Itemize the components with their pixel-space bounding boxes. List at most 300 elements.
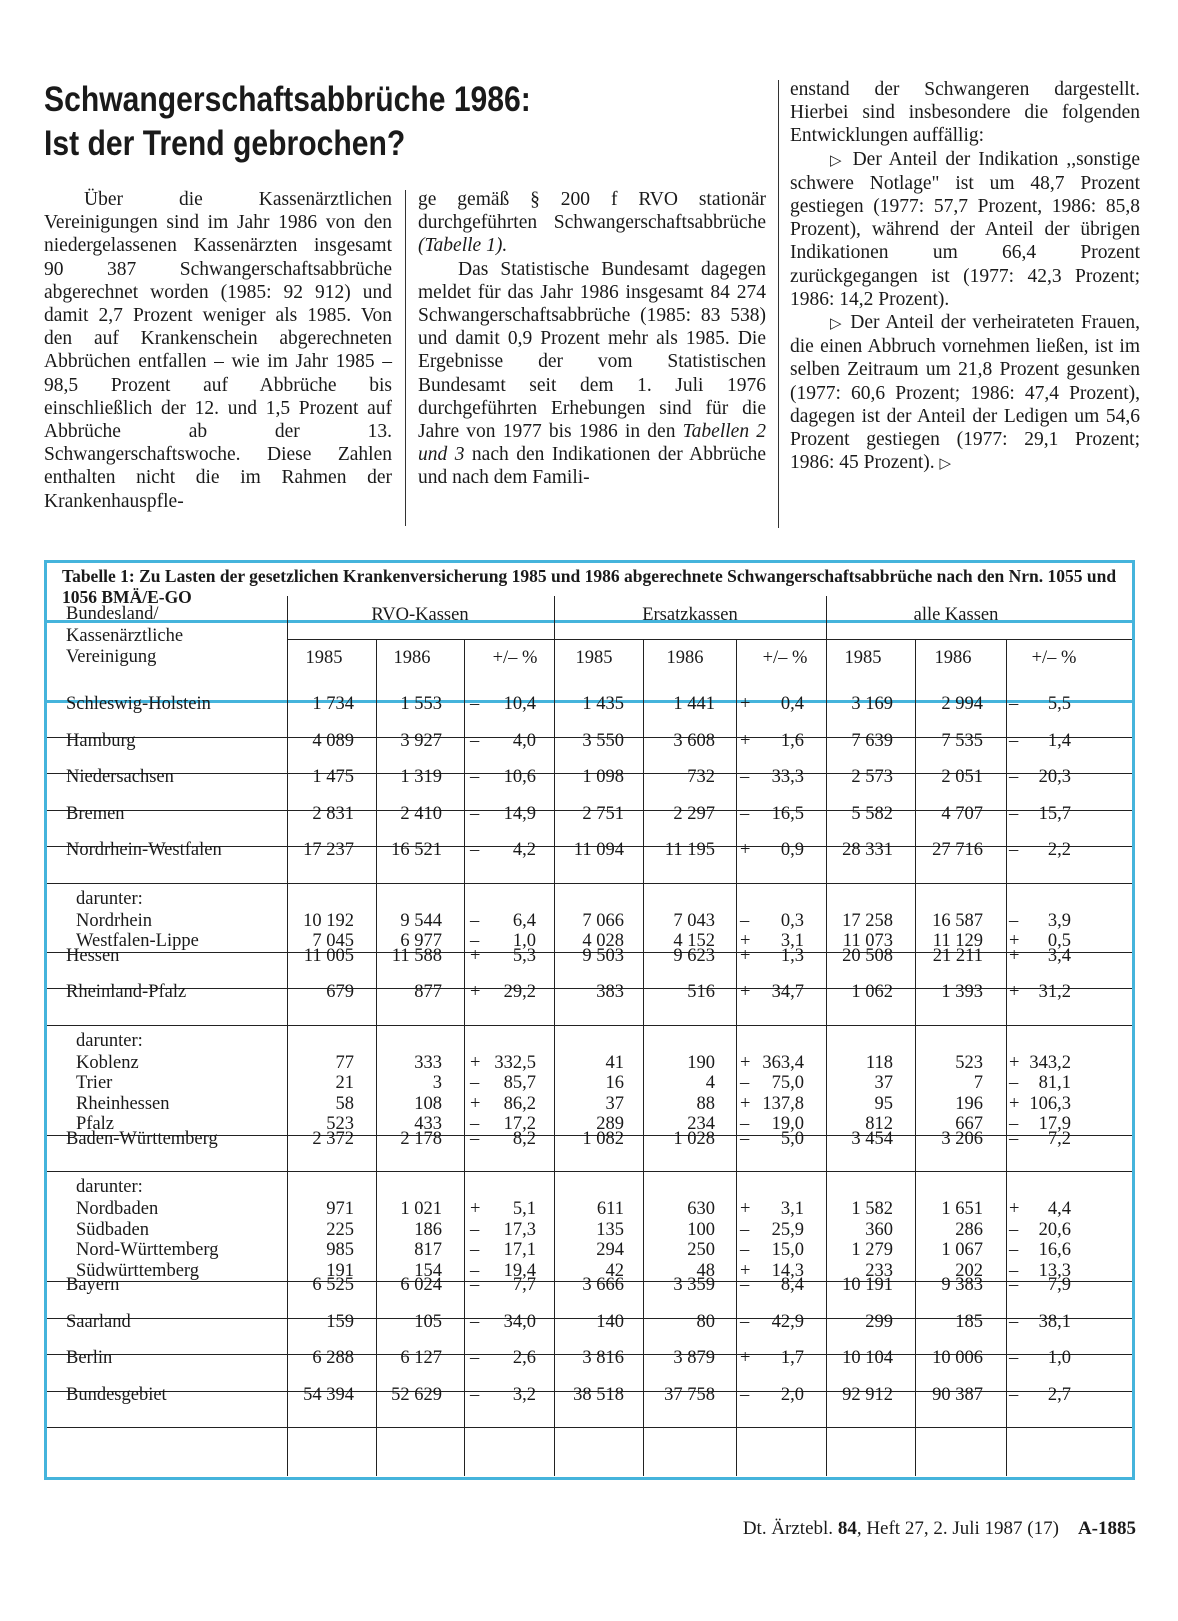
- value-1986: 250: [687, 1240, 715, 1260]
- value-1986: 1 441: [673, 694, 715, 714]
- value-1986: 877: [414, 982, 442, 1002]
- change-value: 16,6: [1038, 1240, 1071, 1260]
- value-1986: 3 608: [673, 730, 715, 751]
- region-name: Niedersachsen: [66, 767, 174, 787]
- region-name: Nordrhein-Westfalen: [66, 840, 222, 860]
- title-line-1: Schwangerschaftsabbrüche 1986:: [44, 80, 531, 119]
- paragraph: [790, 148, 1140, 311]
- header-change-pct: +/– %: [1031, 648, 1077, 668]
- value-1985: 233: [865, 1260, 893, 1281]
- sub-region-name: Südwürttemberg: [76, 1260, 199, 1281]
- value-1985: 92 912: [842, 1384, 893, 1405]
- change-value: 17,1: [503, 1240, 536, 1260]
- change-sign: –: [740, 1219, 750, 1240]
- row-divider: [47, 883, 1132, 884]
- header-year-1986: 1986: [666, 648, 704, 668]
- value-1985: 1 098: [582, 767, 624, 787]
- value-1985: 1 082: [582, 1128, 624, 1149]
- value-1985: 28 331: [842, 840, 893, 860]
- change-sign: +: [740, 945, 751, 966]
- value-1985: 5 582: [851, 803, 893, 824]
- value-1985: 360: [865, 1219, 893, 1240]
- value-1985: 1 734: [312, 694, 354, 714]
- value-1986: 21 211: [932, 945, 983, 966]
- change-sign: –: [740, 910, 750, 931]
- text-run: Der Anteil der verheirateten Frauen, die einen Abbruch vornehmen ließen, ist im selben Zeitraum um 21,8 Prozent gesunken (1977: 60,6 Prozent; 1986: 47,4 Prozent), dagegen ist der Anteil der Ledigen um 54,6 Prozent gestiegen (1977: 29,1 Prozent; 1986: 45 Prozent).: [790, 312, 1140, 474]
- value-1986: 11 588: [391, 945, 442, 966]
- subgroup-label: darunter:: [76, 1030, 143, 1051]
- value-1986: 2 410: [400, 803, 442, 824]
- value-1986: 516: [687, 982, 715, 1002]
- value-1986: 1 319: [400, 767, 442, 787]
- row-divider: [47, 1025, 1132, 1026]
- value-1986: 9 544: [400, 910, 442, 931]
- value-1985: 1 435: [582, 694, 624, 714]
- change-sign: +: [470, 1052, 481, 1073]
- change-value: 2,0: [780, 1384, 804, 1405]
- change-value: 7,7: [512, 1275, 536, 1295]
- change-value: 1,0: [512, 931, 536, 951]
- change-sign: –: [1009, 1073, 1019, 1093]
- change-value: 363,4: [762, 1052, 804, 1073]
- region-name: Berlin: [66, 1348, 113, 1368]
- change-sign: –: [1009, 767, 1019, 787]
- row-divider: [47, 1171, 1132, 1172]
- change-sign: –: [740, 803, 750, 824]
- change-value: 19,4: [503, 1260, 536, 1281]
- value-1985: 985: [326, 1240, 354, 1260]
- column-line: [464, 640, 465, 1476]
- value-1986: 108: [414, 1093, 442, 1114]
- value-1986: 154: [414, 1260, 442, 1281]
- paragraph: [790, 311, 1140, 475]
- change-sign: +: [740, 1260, 751, 1281]
- value-1985: 10 104: [842, 1348, 893, 1368]
- change-value: 1,6: [780, 730, 804, 751]
- value-1985: 812: [865, 1114, 893, 1134]
- value-1986: 6 977: [400, 931, 442, 951]
- change-sign: –: [740, 767, 750, 787]
- change-value: 14,3: [771, 1260, 804, 1281]
- change-value: 5,1: [512, 1199, 536, 1219]
- header-change-pct: +/– %: [492, 648, 538, 668]
- value-1985: 77: [335, 1052, 354, 1073]
- change-sign: –: [1009, 694, 1019, 714]
- change-sign: –: [740, 1275, 750, 1295]
- value-1986: 1 651: [941, 1199, 983, 1219]
- change-sign: –: [470, 1073, 480, 1093]
- change-sign: +: [470, 1199, 481, 1219]
- value-1985: 37: [605, 1093, 624, 1114]
- change-sign: –: [1009, 1311, 1019, 1332]
- title-line-2: Ist der Trend gebrochen?: [44, 124, 406, 163]
- header-year-1985: 1985: [844, 648, 882, 668]
- value-1986: 732: [687, 767, 715, 787]
- value-1985: 4 089: [312, 730, 354, 751]
- change-sign: +: [1009, 931, 1020, 951]
- change-value: 3,9: [1047, 910, 1071, 931]
- change-value: 2,7: [1047, 1384, 1071, 1405]
- change-sign: +: [740, 840, 751, 860]
- region-name: Bremen: [66, 803, 125, 824]
- value-1985: 42: [605, 1260, 624, 1281]
- value-1985: 159: [326, 1311, 354, 1332]
- sub-region-name: Rheinhessen: [76, 1093, 170, 1114]
- group-divider: [554, 596, 555, 1476]
- value-1985: 383: [596, 982, 624, 1002]
- change-sign: –: [470, 694, 480, 714]
- page-footer: [632, 1518, 1136, 1540]
- change-sign: –: [740, 1128, 750, 1149]
- value-1986: 48: [696, 1260, 715, 1281]
- change-sign: –: [470, 803, 480, 824]
- subgroup-label: darunter:: [76, 1177, 143, 1197]
- value-1985: 191: [326, 1260, 354, 1281]
- change-value: 17,2: [503, 1114, 536, 1134]
- value-1986: 7 535: [941, 730, 983, 751]
- change-value: 7,9: [1047, 1275, 1071, 1295]
- value-1986: 105: [414, 1311, 442, 1332]
- value-1985: 10 191: [842, 1275, 893, 1295]
- change-sign: –: [470, 1275, 480, 1295]
- region-name: Bundesgebiet: [66, 1384, 167, 1405]
- change-sign: –: [1009, 1348, 1019, 1368]
- value-1986: 2 994: [941, 694, 983, 714]
- value-1986: 196: [955, 1093, 983, 1114]
- change-value: 2,6: [512, 1348, 536, 1368]
- column-line: [1006, 640, 1007, 1476]
- value-1985: 17 237: [303, 840, 354, 860]
- change-sign: –: [1009, 1275, 1019, 1295]
- change-sign: –: [470, 910, 480, 931]
- change-sign: –: [740, 1114, 750, 1134]
- value-1985: 2 751: [582, 803, 624, 824]
- value-1986: 16 521: [391, 840, 442, 860]
- value-1986: 202: [955, 1260, 983, 1281]
- change-sign: +: [740, 982, 751, 1002]
- value-1986: 3 879: [673, 1348, 715, 1368]
- change-value: 42,9: [771, 1311, 804, 1332]
- sub-region-name: Koblenz: [76, 1052, 139, 1073]
- change-value: 1,4: [1047, 730, 1071, 751]
- header-region-label: Bundesland/: [66, 604, 159, 624]
- change-value: 19,0: [771, 1114, 804, 1134]
- column-divider: [778, 80, 779, 528]
- sub-region-name: Nordrhein: [76, 910, 153, 931]
- group-divider: [287, 596, 288, 1476]
- change-sign: +: [740, 694, 751, 714]
- change-value: 33,3: [771, 767, 804, 787]
- change-sign: –: [1009, 840, 1019, 860]
- value-1986: 1 028: [673, 1128, 715, 1149]
- value-1985: 3 816: [582, 1348, 624, 1368]
- value-1986: 1 553: [400, 694, 442, 714]
- value-1986: 234: [687, 1114, 715, 1134]
- header-group-2: Ersatzkassen: [642, 605, 738, 625]
- text-run: Das Statistische Bundesamt dagegen meldet für das Jahr 1986 insgesamt 84 274 Schwangerschaftsabbrüche (1985: 83 538) und damit 0,9 Prozent mehr als 1985. Die Ergebnisse der vom Statistischen Bundesamt seit dem 1. Juli 1976 durchgeführten Erhebungen sind für die Jahre von 1977 bis 1986 in den: [418, 258, 766, 443]
- value-1985: 2 573: [851, 767, 893, 787]
- header-year-1985: 1985: [305, 648, 343, 668]
- change-value: 10,6: [503, 767, 536, 787]
- sub-region-name: Trier: [76, 1073, 113, 1093]
- sub-region-name: Nordbaden: [76, 1199, 159, 1219]
- header-group-3: alle Kassen: [913, 605, 999, 625]
- paragraph: Über die Kassenärztlichen Vereinigungen sind im Jahr 1986 von den niedergelassenen Kassenärzten insgesamt 90 387 Schwangerschaftsabbrüche abgerechnet worden (1985: 92 912) und damit 2,7 Prozent weniger als 1985. Von den auf Krankenschein abgerechneten Abbrüchen entfallen – wie im Jahr 1985 – 98,5 Prozent auf Abbrüche bis einschließlich der 12. und 1,5 Prozent auf Abbrüche ab der 13. Schwangerschaftswoche. Diese Zahlen enthalten nicht die im Rahmen der Krankenhauspfle-: [44, 189, 392, 512]
- change-sign: +: [1009, 1199, 1020, 1219]
- value-1986: 433: [414, 1114, 442, 1134]
- sub-region-name: Westfalen-Lippe: [76, 931, 199, 951]
- change-value: 15,7: [1038, 803, 1071, 824]
- value-1985: 17 258: [842, 910, 893, 931]
- value-1985: 1 062: [851, 982, 893, 1002]
- value-1985: 140: [596, 1311, 624, 1332]
- change-value: 8,4: [780, 1275, 804, 1295]
- value-1986: 2 297: [673, 803, 715, 824]
- change-value: 5,0: [780, 1128, 804, 1149]
- change-sign: –: [1009, 1384, 1019, 1405]
- value-1985: 1 279: [851, 1240, 893, 1260]
- change-value: 3,1: [780, 1199, 804, 1219]
- change-sign: –: [1009, 1240, 1019, 1260]
- change-value: 332,5: [494, 1052, 536, 1073]
- change-sign: –: [740, 1311, 750, 1332]
- column-line: [736, 640, 737, 1476]
- change-sign: –: [470, 1260, 480, 1281]
- change-sign: –: [470, 931, 480, 951]
- change-sign: –: [470, 1128, 480, 1149]
- value-1986: 1 067: [941, 1240, 983, 1260]
- value-1985: 37: [874, 1073, 893, 1093]
- journal-name: Dt. Ärztebl.: [742, 1518, 838, 1539]
- value-1985: 95: [874, 1093, 893, 1114]
- header-group-1: RVO-Kassen: [371, 605, 469, 625]
- change-value: 85,7: [503, 1073, 536, 1093]
- change-sign: –: [470, 730, 480, 751]
- change-value: 81,1: [1038, 1073, 1071, 1093]
- table-reference: Tabellen 2 und 3: [418, 421, 766, 466]
- change-sign: –: [470, 840, 480, 860]
- change-sign: +: [740, 1199, 751, 1219]
- paragraph: [418, 188, 766, 258]
- change-value: 7,2: [1047, 1128, 1071, 1149]
- change-sign: –: [470, 1219, 480, 1240]
- value-1986: 6 127: [400, 1348, 442, 1368]
- value-1985: 54 394: [303, 1384, 354, 1405]
- change-value: 3,1: [780, 931, 804, 951]
- change-value: 137,8: [762, 1093, 804, 1114]
- value-1985: 523: [326, 1114, 354, 1134]
- value-1986: 286: [955, 1219, 983, 1240]
- change-value: 106,3: [1029, 1093, 1071, 1114]
- value-1986: 3: [432, 1073, 442, 1093]
- value-1986: 186: [414, 1219, 442, 1240]
- change-sign: –: [470, 767, 480, 787]
- value-1985: 289: [596, 1114, 624, 1134]
- article-column-3: [790, 78, 1140, 475]
- group-divider: [826, 596, 827, 1476]
- value-1985: 3 666: [582, 1275, 624, 1295]
- change-value: 1,7: [780, 1348, 804, 1368]
- value-1985: 38 518: [573, 1384, 624, 1405]
- value-1986: 4 152: [673, 931, 715, 951]
- continued-triangle-icon: ▷: [939, 454, 952, 473]
- value-1986: 1 021: [400, 1199, 442, 1219]
- paragraph: [418, 258, 766, 490]
- change-sign: +: [1009, 945, 1020, 966]
- change-value: 1,0: [1047, 1348, 1071, 1368]
- sub-region-name: Südbaden: [76, 1219, 149, 1240]
- change-sign: –: [470, 1348, 480, 1368]
- value-1985: 16: [605, 1073, 624, 1093]
- change-value: 16,5: [771, 803, 804, 824]
- change-value: 1,3: [780, 945, 804, 966]
- header-region-label: Vereinigung: [66, 647, 157, 667]
- value-1986: 2 051: [941, 767, 983, 787]
- change-sign: +: [740, 1052, 751, 1073]
- change-sign: –: [470, 1240, 480, 1260]
- region-name: Saarland: [66, 1311, 131, 1332]
- value-1985: 7 066: [582, 910, 624, 931]
- value-1986: 52 629: [391, 1384, 442, 1405]
- change-sign: –: [470, 1114, 480, 1134]
- value-1985: 3 169: [851, 694, 893, 714]
- region-name: Schleswig-Holstein: [66, 694, 211, 714]
- region-name: Hessen: [66, 945, 120, 966]
- value-1986: 3 927: [400, 730, 442, 751]
- change-value: 3,4: [1047, 945, 1071, 966]
- change-sign: –: [470, 1384, 480, 1405]
- value-1986: 27 716: [932, 840, 983, 860]
- change-sign: +: [470, 945, 481, 966]
- value-1985: 7 045: [312, 931, 354, 951]
- value-1986: 9 383: [941, 1275, 983, 1295]
- change-sign: +: [1009, 982, 1020, 1002]
- article-column-2: [418, 188, 766, 490]
- value-1985: 58: [335, 1093, 354, 1114]
- value-1986: 333: [414, 1052, 442, 1073]
- value-1986: 4: [705, 1073, 715, 1093]
- change-value: 8,2: [512, 1128, 536, 1149]
- text-run: Der Anteil der Indikation ,,sonstige schwere Notlage" ist um 48,7 Prozent gestiegen (1977: 57,7 Prozent, 1986: 85,8 Prozent), während der Anteil der übrigen Indikationen um 66,4 Prozent zurückgegangen ist (1977: 42,3 Prozent; 1986: 14,2 Prozent).: [790, 148, 1140, 310]
- change-value: 3,2: [512, 1384, 536, 1405]
- value-1986: 90 387: [932, 1384, 983, 1405]
- value-1985: 20 508: [842, 945, 893, 966]
- change-sign: +: [740, 931, 751, 951]
- change-sign: +: [740, 1348, 751, 1368]
- region-name: Rheinland-Pfalz: [66, 982, 187, 1002]
- value-1985: 9 503: [582, 945, 624, 966]
- change-sign: –: [1009, 910, 1019, 931]
- change-value: 14,9: [503, 803, 536, 824]
- change-value: 4,0: [512, 730, 536, 751]
- change-sign: +: [740, 1093, 751, 1114]
- page-number: A-1885: [1077, 1518, 1136, 1539]
- value-1986: 185: [955, 1311, 983, 1332]
- value-1985: 11 005: [303, 945, 354, 966]
- value-1986: 16 587: [932, 910, 983, 931]
- change-value: 17,3: [503, 1219, 536, 1240]
- change-value: 5,5: [1047, 694, 1071, 714]
- value-1985: 679: [326, 982, 354, 1002]
- value-1985: 294: [596, 1240, 624, 1260]
- region-name: Hamburg: [66, 730, 136, 751]
- table-reference: (Tabelle 1).: [418, 235, 508, 257]
- value-1985: 225: [326, 1219, 354, 1240]
- journal-volume: 84: [837, 1518, 857, 1539]
- change-value: 343,2: [1029, 1052, 1071, 1073]
- change-value: 13,3: [1038, 1260, 1071, 1281]
- change-value: 4,4: [1047, 1199, 1071, 1219]
- change-sign: –: [740, 1073, 750, 1093]
- value-1986: 9 623: [673, 945, 715, 966]
- value-1985: 299: [865, 1311, 893, 1332]
- change-sign: –: [740, 1384, 750, 1405]
- header-change-pct: +/– %: [762, 648, 808, 668]
- value-1985: 6 525: [312, 1275, 354, 1295]
- sub-region-name: Nord-Württemberg: [76, 1240, 219, 1260]
- value-1985: 2 372: [312, 1128, 354, 1149]
- subgroup-label: darunter:: [76, 888, 143, 909]
- article-column-1: [44, 188, 392, 513]
- triangle-bullet-icon: ▷: [830, 314, 844, 333]
- value-1985: 11 073: [842, 931, 893, 951]
- change-value: 5,3: [512, 945, 536, 966]
- value-1986: 7: [973, 1073, 983, 1093]
- change-value: 34,7: [771, 982, 804, 1002]
- change-value: 25,9: [771, 1219, 804, 1240]
- change-value: 86,2: [503, 1093, 536, 1114]
- text-run: ge gemäß § 200 f RVO stationär durchgeführten Schwangerschaftsabbrüche: [418, 189, 766, 234]
- value-1985: 3 454: [851, 1128, 893, 1149]
- change-value: 4,2: [512, 840, 536, 860]
- change-value: 0,5: [1047, 931, 1071, 951]
- value-1986: 2 178: [400, 1128, 442, 1149]
- value-1985: 3 550: [582, 730, 624, 751]
- value-1986: 11 129: [932, 931, 983, 951]
- value-1986: 190: [687, 1052, 715, 1073]
- value-1986: 667: [955, 1114, 983, 1134]
- change-value: 20,6: [1038, 1219, 1071, 1240]
- value-1986: 80: [696, 1311, 715, 1332]
- change-value: 0,9: [780, 840, 804, 860]
- triangle-bullet-icon: ▷: [830, 150, 845, 169]
- text-run: nach den Indikationen der Abbrüche und nach dem Famili-: [418, 444, 767, 489]
- change-sign: –: [1009, 1114, 1019, 1134]
- change-value: 6,4: [512, 910, 536, 931]
- header-year-1985: 1985: [575, 648, 613, 668]
- change-sign: –: [1009, 1219, 1019, 1240]
- change-value: 0,3: [780, 910, 804, 931]
- change-sign: +: [470, 1093, 481, 1114]
- change-value: 20,3: [1038, 767, 1071, 787]
- value-1985: 135: [596, 1219, 624, 1240]
- value-1986: 88: [696, 1093, 715, 1114]
- header-year-1986: 1986: [393, 648, 431, 668]
- change-value: 34,0: [503, 1311, 536, 1332]
- change-value: 75,0: [771, 1073, 804, 1093]
- change-value: 31,2: [1038, 982, 1071, 1002]
- journal-issue: , Heft 27, 2. Juli 1987 (17): [856, 1518, 1059, 1539]
- value-1986: 630: [687, 1199, 715, 1219]
- header-region-label: Kassenärztliche: [66, 626, 184, 646]
- value-1986: 37 758: [664, 1384, 715, 1405]
- value-1985: 971: [326, 1199, 354, 1219]
- change-sign: –: [1009, 803, 1019, 824]
- value-1985: 1 475: [312, 767, 354, 787]
- change-sign: –: [1009, 1260, 1019, 1281]
- header-year-1986: 1986: [934, 648, 972, 668]
- change-sign: +: [740, 730, 751, 751]
